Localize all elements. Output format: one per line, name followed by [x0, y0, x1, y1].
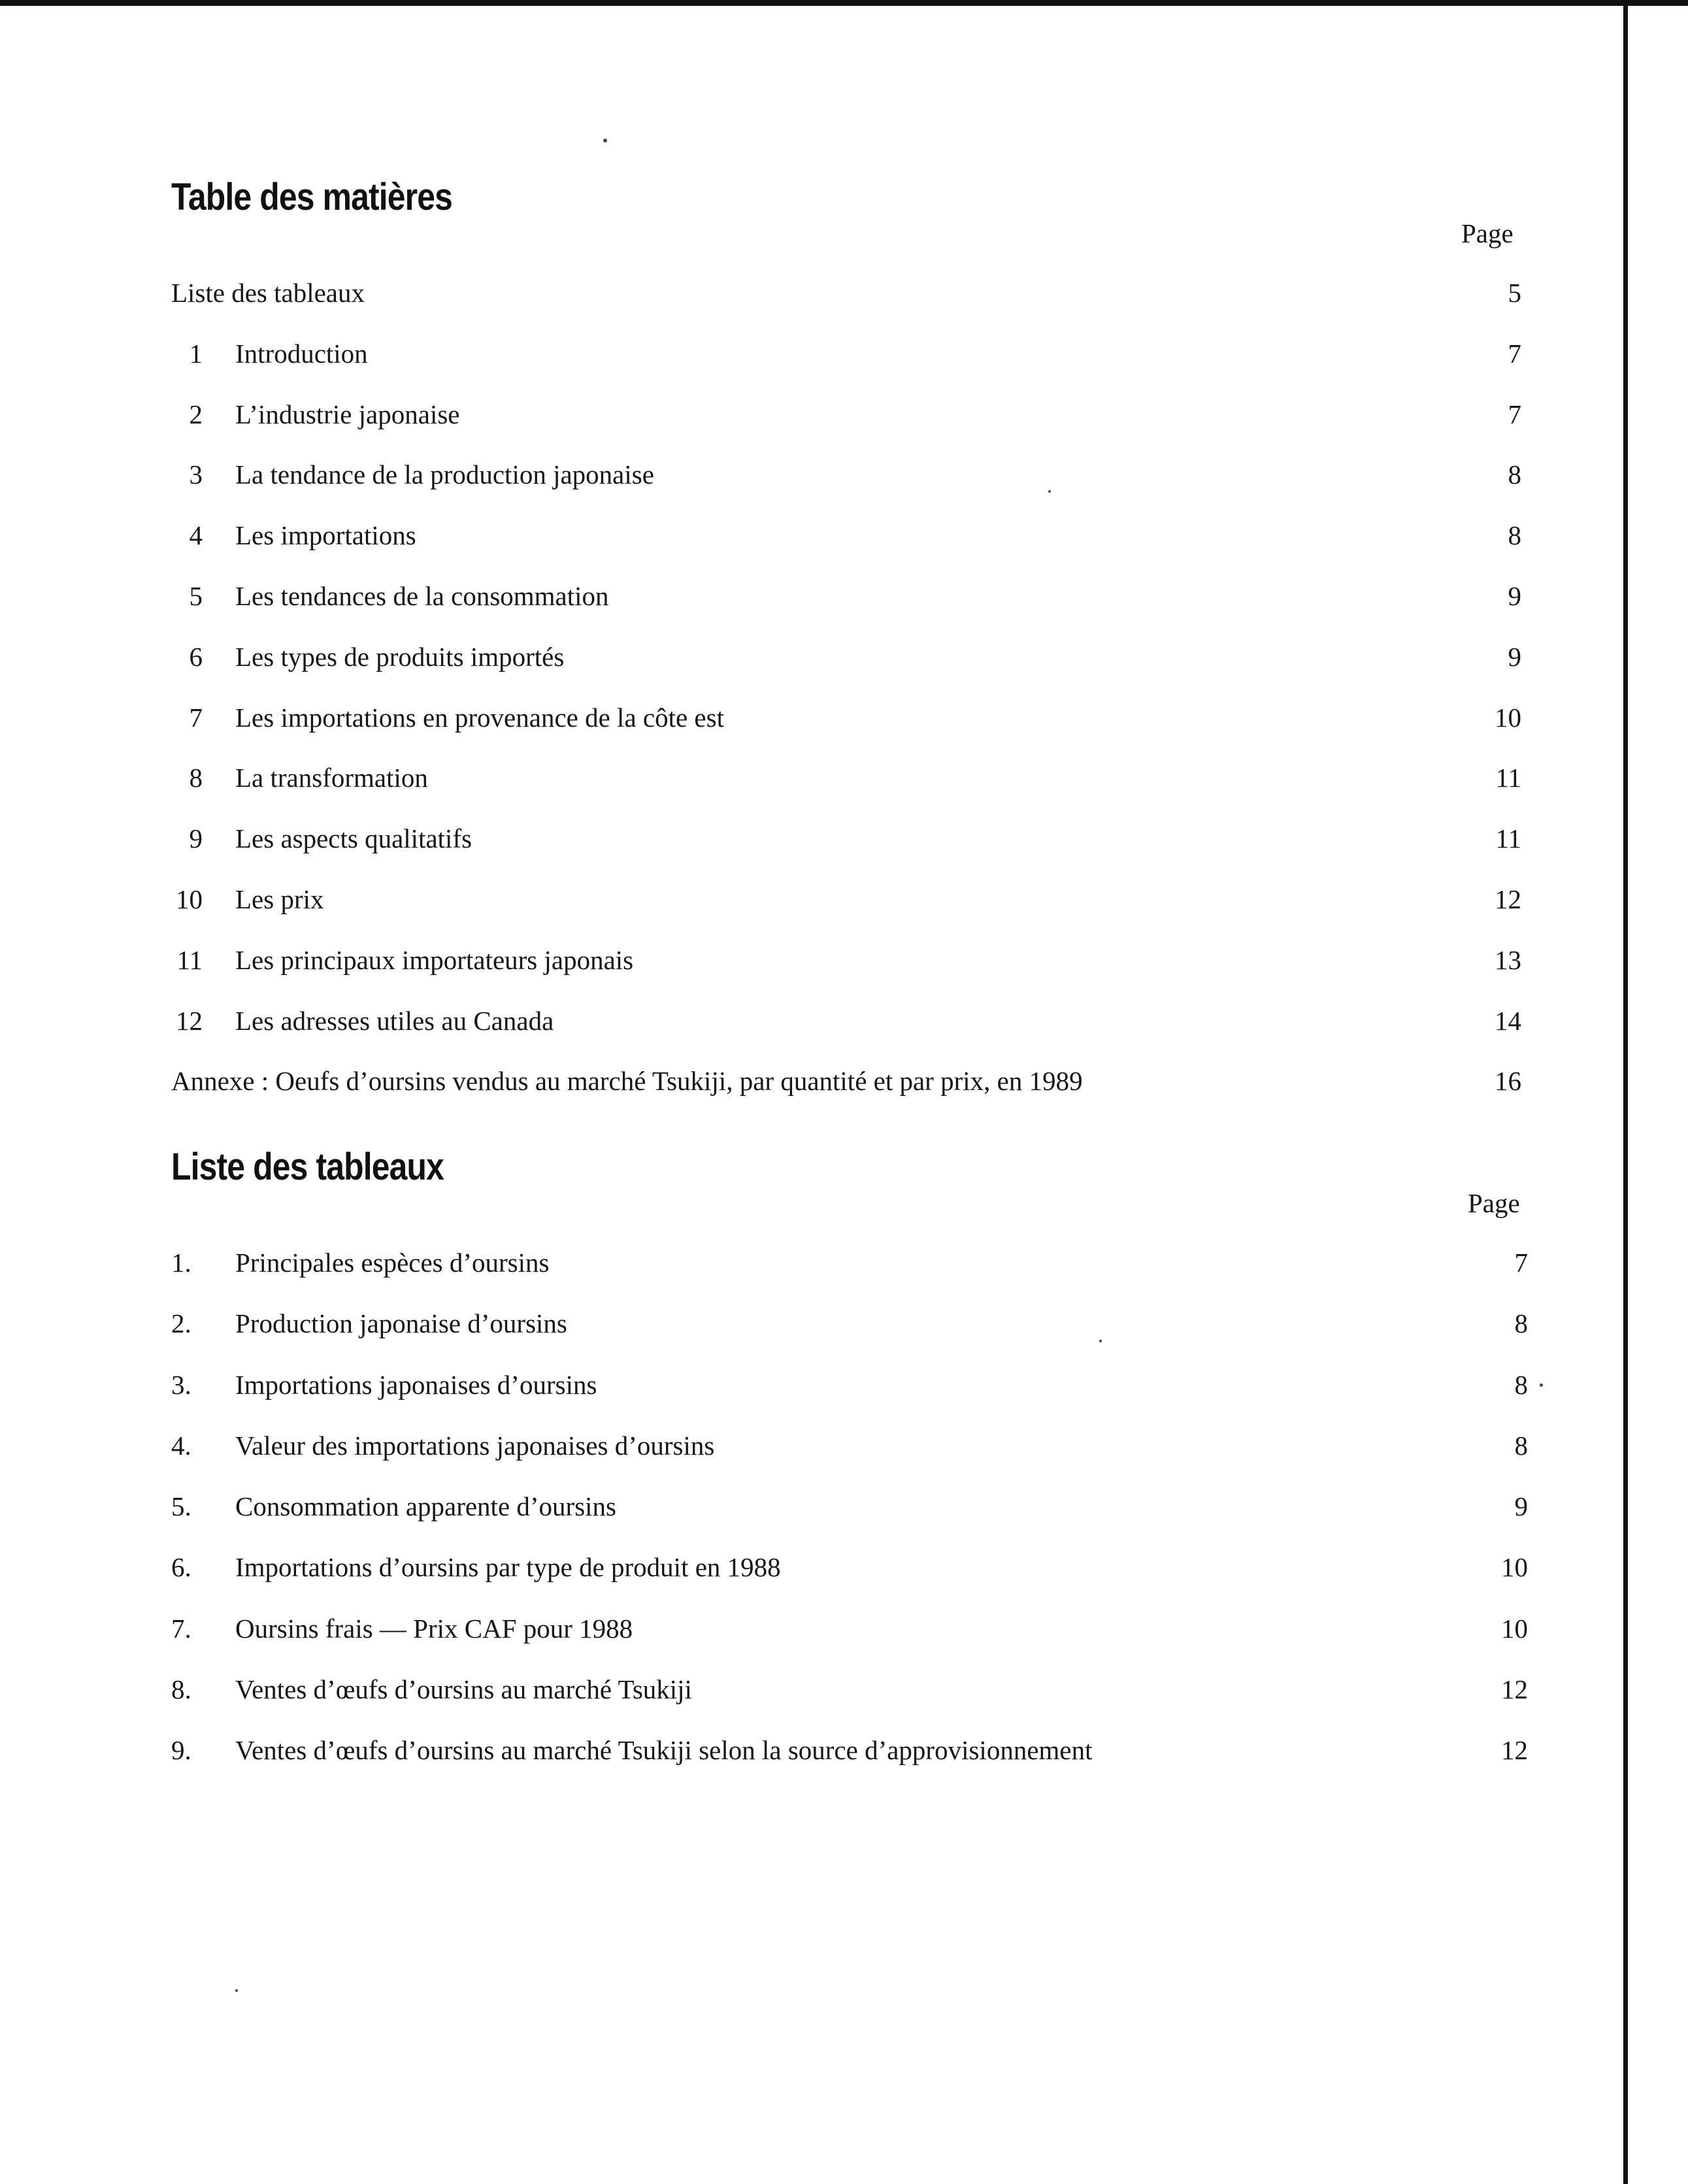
- table-entry: [0, 1732, 1568, 1768]
- entry-title: Valeur des importations japonaises d’oursins: [235, 1430, 715, 1461]
- entry-page-number: 8: [1514, 1308, 1528, 1339]
- table-entry: [0, 1549, 1568, 1585]
- entry-number: 11: [176, 944, 203, 975]
- entry-title: L’industrie japonaise: [235, 399, 460, 429]
- entry-page-number: 7: [1508, 338, 1521, 369]
- toc-page-column-label: Page: [1461, 218, 1514, 248]
- toc-entry: [0, 1002, 1568, 1039]
- entry-title: Les adresses utiles au Canada: [235, 1005, 554, 1036]
- entry-title: Ventes d’œufs d’oursins au marché Tsukiji selon la source d’approvisionnement: [235, 1735, 1093, 1765]
- entry-number: 7.: [171, 1613, 191, 1644]
- toc-entry: [0, 881, 1568, 918]
- entry-number: 5.: [171, 1491, 191, 1521]
- entry-title: Importations d’oursins par type de produit en 1988: [235, 1552, 781, 1583]
- entry-page-number: 8: [1514, 1430, 1528, 1461]
- entry-page-number: 11: [1495, 823, 1521, 854]
- entry-number: 10: [176, 884, 203, 914]
- toc-heading: Table des matières: [171, 176, 452, 218]
- toc-entry: [0, 1063, 1568, 1099]
- entry-number: 1.: [171, 1248, 191, 1278]
- entry-page-number: 8: [1508, 520, 1521, 551]
- entry-page-number: 8: [1514, 1369, 1528, 1400]
- scan-right-border: [1623, 0, 1628, 2184]
- entry-title: Liste des tableaux: [171, 278, 365, 308]
- entry-title: Les importations en provenance de la côte est: [235, 702, 724, 733]
- toc-entry: [0, 759, 1568, 796]
- entry-number: 5: [189, 581, 203, 611]
- toc-entry: [0, 396, 1568, 433]
- scan-speck: [603, 139, 607, 142]
- entry-title: Les importations: [235, 520, 416, 551]
- entry-title: La tendance de la production japonaise: [235, 459, 654, 490]
- entry-page-number: 9: [1508, 641, 1521, 672]
- tables-heading: Liste des tableaux: [171, 1146, 444, 1188]
- entry-page-number: 11: [1495, 763, 1521, 793]
- entry-number: 6.: [171, 1552, 191, 1583]
- entry-number: 9: [189, 823, 203, 854]
- entry-number: 4: [189, 520, 203, 551]
- entry-title: Introduction: [235, 338, 368, 369]
- tables-page-column-label: Page: [1468, 1188, 1520, 1218]
- entry-page-number: 12: [1501, 1735, 1528, 1765]
- entry-number: 6: [189, 641, 203, 672]
- entry-page-number: 7: [1508, 399, 1521, 429]
- entry-number: 1: [189, 338, 203, 369]
- entry-page-number: 8: [1508, 459, 1521, 490]
- entry-number: 3: [189, 459, 203, 490]
- entry-page-number: 13: [1495, 944, 1521, 975]
- scan-top-border: [0, 0, 1688, 6]
- entry-number: 4.: [171, 1430, 191, 1461]
- entry-title: Les prix: [235, 884, 324, 914]
- entry-page-number: 10: [1501, 1552, 1528, 1583]
- table-entry: [0, 1244, 1568, 1281]
- entry-page-number: 10: [1501, 1613, 1528, 1644]
- entry-page-number: 10: [1495, 702, 1521, 733]
- entry-title: Les tendances de la consommation: [235, 581, 609, 611]
- toc-entry: [0, 517, 1568, 554]
- entry-page-number: 12: [1501, 1674, 1528, 1704]
- entry-title: Ventes d’œufs d’oursins au marché Tsukiji: [235, 1674, 692, 1704]
- entry-page-number: 12: [1495, 884, 1521, 914]
- entry-title: La transformation: [235, 763, 428, 793]
- table-entry: [0, 1610, 1568, 1647]
- entry-title: Les types de produits importés: [235, 641, 565, 672]
- entry-title: Oursins frais — Prix CAF pour 1988: [235, 1613, 633, 1644]
- entry-title: Annexe : Oeufs d’oursins vendus au marché Tsukiji, par quantité et par prix, en 1989: [171, 1066, 1083, 1097]
- entry-page-number: 14: [1495, 1005, 1521, 1036]
- table-entry: [0, 1305, 1568, 1342]
- entry-title: Production japonaise d’oursins: [235, 1308, 567, 1339]
- toc-entry: [0, 638, 1568, 675]
- entry-page-number: 9: [1508, 581, 1521, 611]
- entry-number: 3.: [171, 1369, 191, 1400]
- entry-title: Les aspects qualitatifs: [235, 823, 472, 854]
- entry-title: Les principaux importateurs japonais: [235, 944, 634, 975]
- entry-number: 8.: [171, 1674, 191, 1704]
- table-entry: [0, 1671, 1568, 1708]
- entry-number: 12: [176, 1005, 203, 1036]
- entry-page-number: 16: [1495, 1066, 1521, 1097]
- entry-number: 2.: [171, 1308, 191, 1339]
- table-entry: [0, 1427, 1568, 1464]
- entry-title: Importations japonaises d’oursins: [235, 1369, 597, 1400]
- scan-speck: [235, 1989, 238, 1992]
- entry-page-number: 7: [1514, 1248, 1528, 1278]
- entry-title: Principales espèces d’oursins: [235, 1248, 550, 1278]
- entry-number: 9.: [171, 1735, 191, 1765]
- toc-entry: [0, 335, 1568, 372]
- toc-entry: [0, 699, 1568, 736]
- toc-entry: [0, 942, 1568, 978]
- entry-number: 2: [189, 399, 203, 429]
- entry-page-number: 5: [1508, 278, 1521, 308]
- table-entry: [0, 1488, 1568, 1525]
- table-entry: [0, 1366, 1568, 1403]
- toc-entry: [0, 274, 1568, 311]
- entry-number: 7: [189, 702, 203, 733]
- entry-title: Consommation apparente d’oursins: [235, 1491, 617, 1521]
- toc-entry: [0, 820, 1568, 857]
- toc-entry: [0, 456, 1568, 493]
- entry-page-number: 9: [1514, 1491, 1528, 1521]
- entry-number: 8: [189, 763, 203, 793]
- toc-entry: [0, 578, 1568, 614]
